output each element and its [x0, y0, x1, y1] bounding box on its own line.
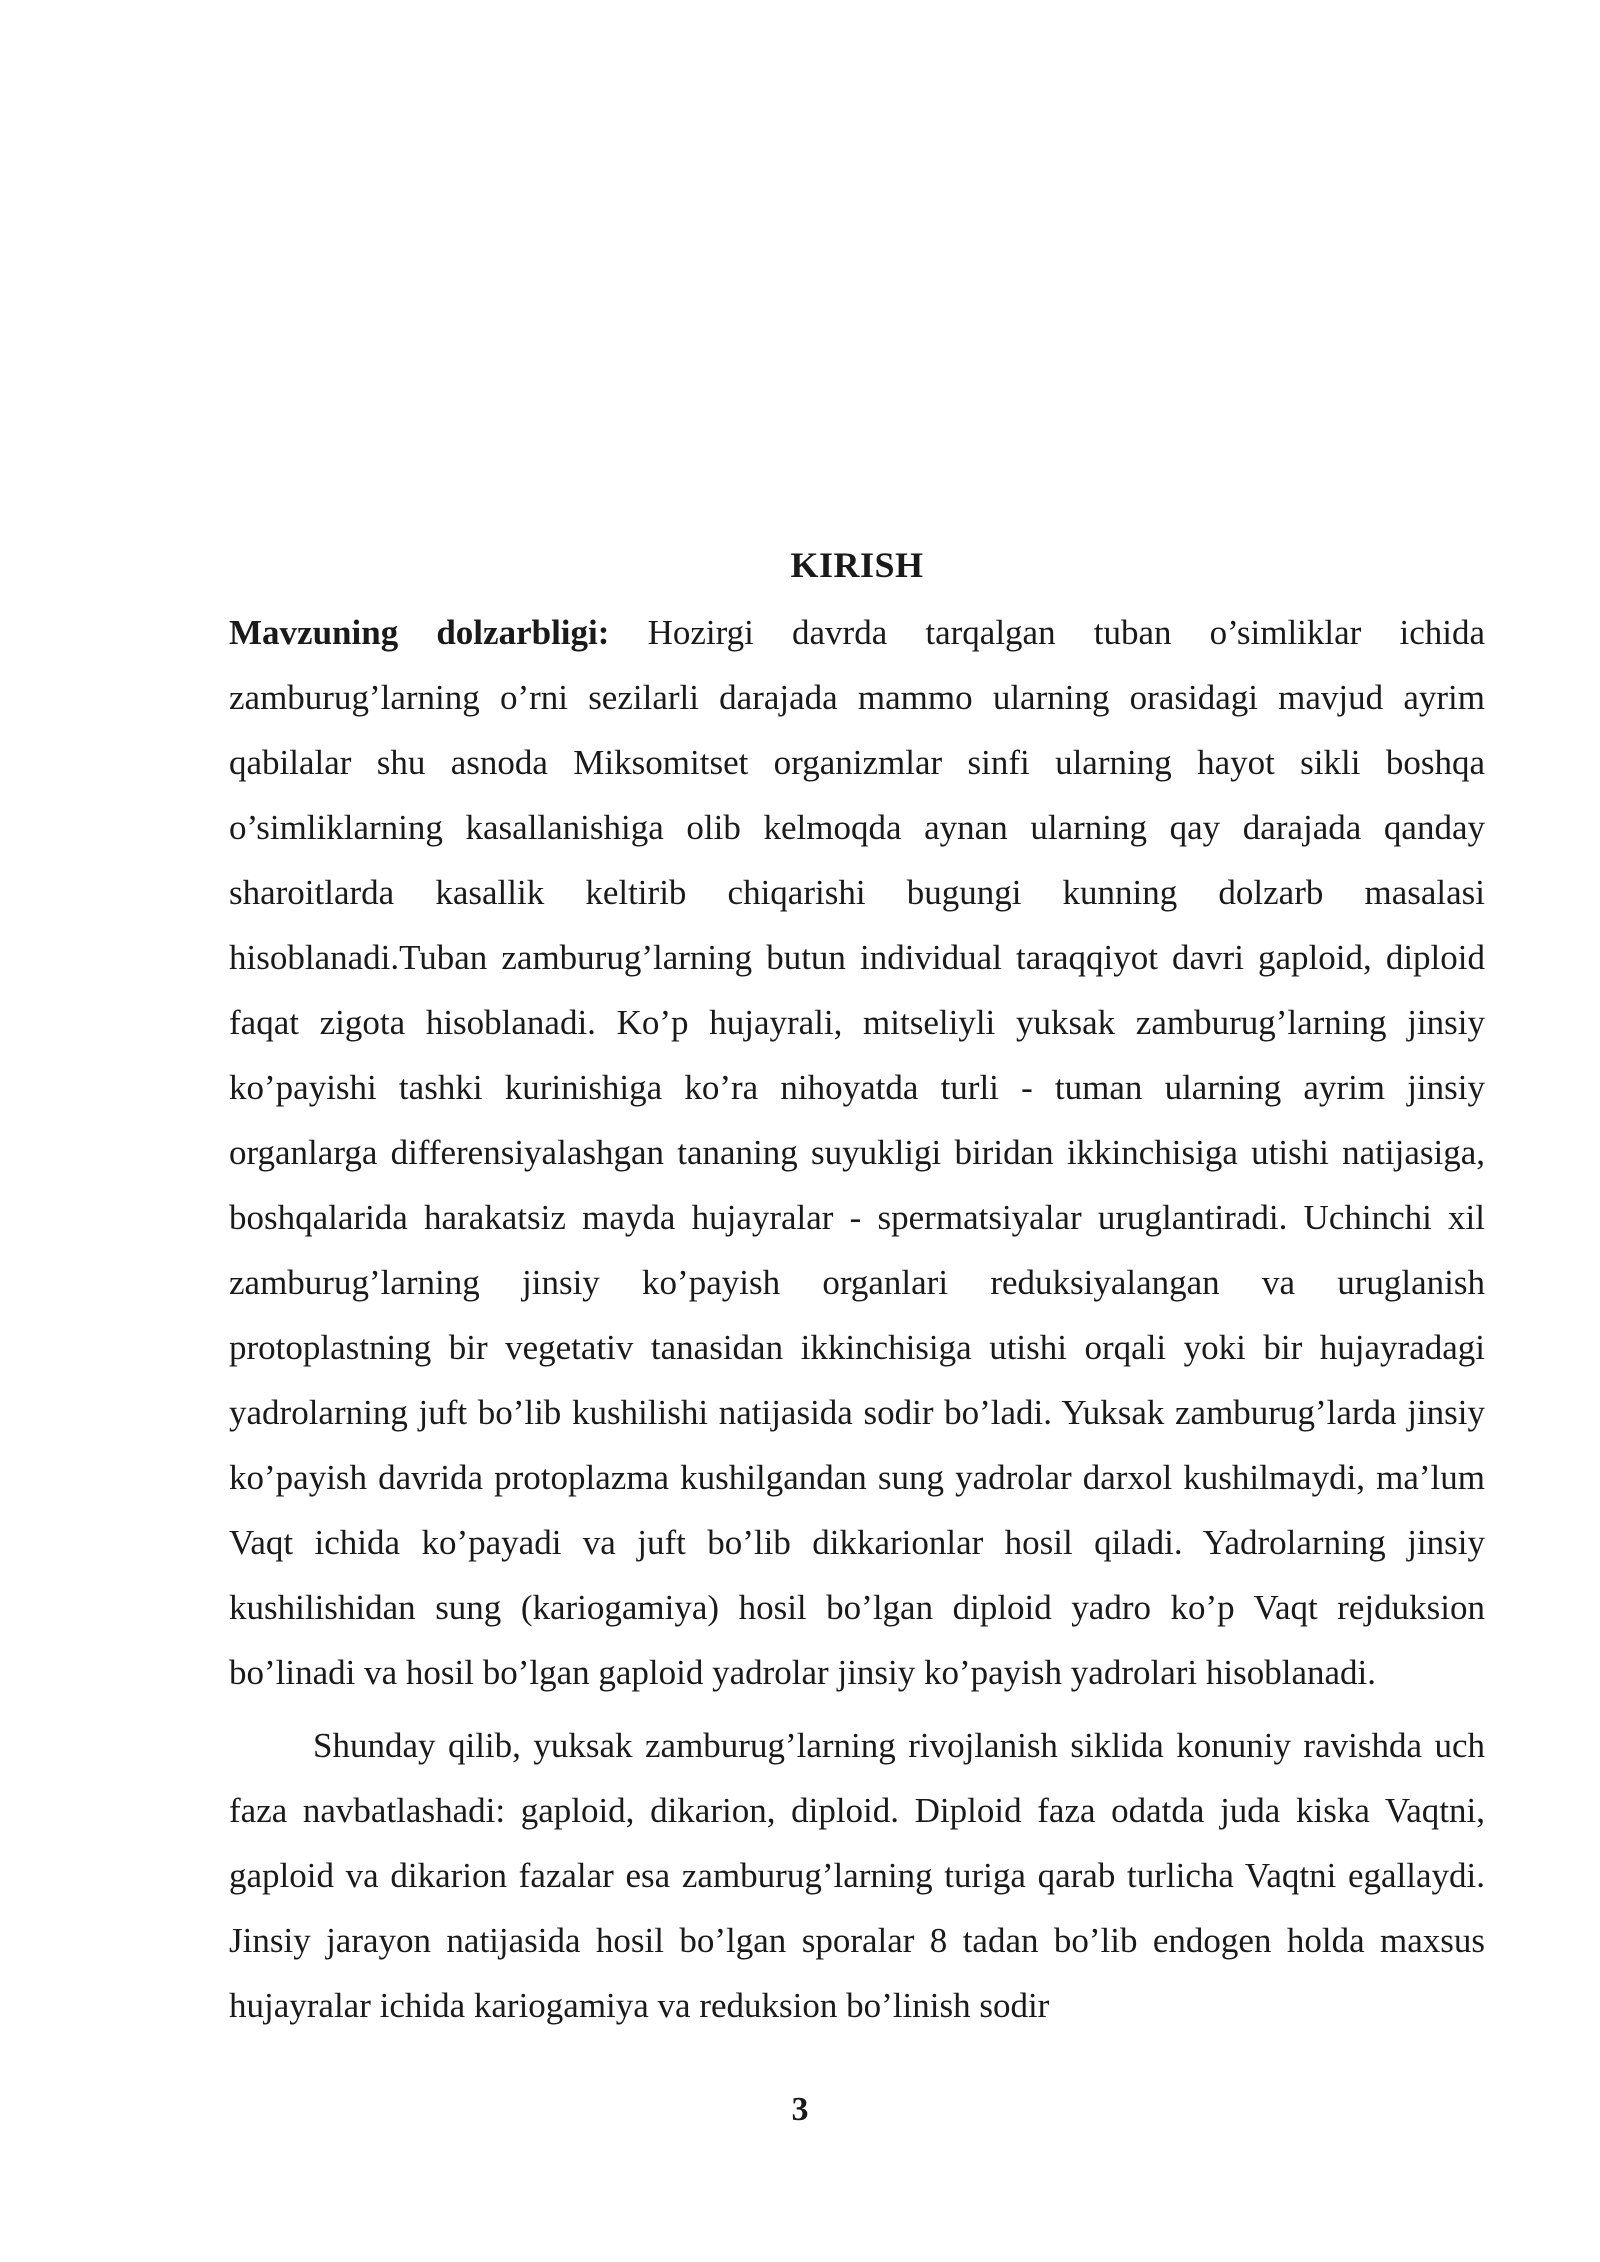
page-number: 3: [791, 2091, 809, 2128]
section-heading: KIRISH: [790, 545, 924, 585]
paragraph-phases: Shunday qilib, yuksak zamburug’larning rivojlanish siklida konuniy ravishda uch faza navbatlashadi: gaploid, dikarion, diploid. Diploid faza odatda juda kiska Vaqtni, gaploid va dikarion fazalar esa zamburug’larning turiga qarab turlicha Vaqtni egallaydi. Jinsiy jarayon natijasida hosil bo’lgan sporalar 8 tadan bo’lib endogen holda maxsus hujayralar ichida kariogamiya va reduksion bo’linish sodir: [229, 1726, 1485, 2025]
paragraph-relevance: [229, 600, 1485, 1705]
paragraph-lead: Mavzuning dolzarbligi:: [229, 613, 610, 652]
page-content: [229, 538, 1485, 2038]
paragraph-relevance-text: Hozirgi davrda tarqalgan tuban o’simliklar ichida zamburug’larning o’rni sezilarli darajada mammo ularning orasidagi mavjud ayrim qabilalar shu asnoda Miksomitset organizmlar sinfi ularning hayot sikli boshqa o’simliklarning kasallanishiga olib kelmoqda aynan ularning qay darajada qanday sharoitlarda kasallik keltirib chiqarishi bugungi kunning dolzarb masalasi hisoblanadi.Tuban zamburug’larning butun individual taraqqiyot davri gaploid, diploid faqat zigota hisoblanadi. Ko’p hujayrali, mitseliyli yuksak zamburug’larning jinsiy ko’payishi tashki kurinishiga ko’ra nihoyatda turli - tuman ularning ayrim jinsiy organlarga differensiyalashgan tananing suyukligi biridan ikkinchisiga utishi natijasiga, boshqalarida harakatsiz mayda hujayralar - spermatsiyalar uruglantiradi. Uchinchi xil zamburug’larning jinsiy ko’payish organlari reduksiyalangan va uruglanish protoplastning bir vegetativ tanasidan ikkinchisiga utishi orqali yoki bir hujayradagi yadrolarning juft bo’lib kushilishi natijasida sodir bo’ladi. Yuksak zamburug’larda jinsiy ko’payish davrida protoplazma kushilgandan sung yadrolar darxol kushilmaydi, ma’lum Vaqt ichida ko’payadi va juft bo’lib dikkarionlar hosil qiladi. Yadrolarning jinsiy kushilishidan sung (kariogamiya) hosil bo’lgan diploid yadro ko’p Vaqt rejduksion bo’linadi va hosil bo’lgan gaploid yadrolar jinsiy ko’payish yadrolari hisoblanadi.: [229, 613, 1485, 1692]
